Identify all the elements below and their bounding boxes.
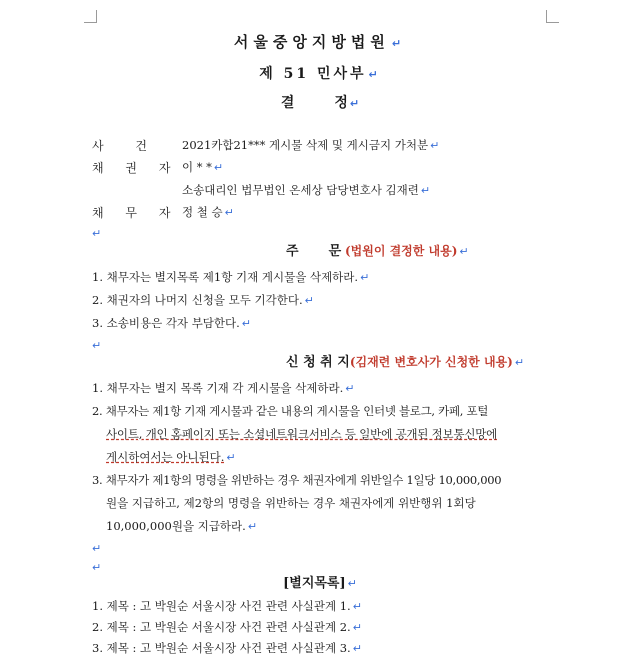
paragraph-mark-icon: ↵ [360,271,370,284]
paragraph-mark-icon: ↵ [368,68,381,81]
paragraph-mark-icon: ↵ [241,317,252,330]
application-item: 1. 채무자는 별지 목록 기재 각 게시물을 삭제하라. ↵ [92,381,355,395]
application-item-continued: 게시하여서는 아니된다. ↵ [106,450,236,464]
paragraph-mark-icon: ↵ [391,37,407,50]
paragraph-mark-icon: ↵ [347,577,357,590]
counsel-value: 소송대리인 법무법인 온세상 담당변호사 김재련 ↵ [182,183,431,197]
creditor-label: 채 권 자 [92,161,180,175]
ruling-heading: 주 문 (법원이 결정한 내용) ↵ [286,244,469,259]
annex-item: 2. 제목 : 고 박원순 서울시장 사건 관련 사실관계 2. ↵ [92,620,362,634]
paragraph-mark-icon: ↵ [224,206,234,219]
page-corner-mark [84,10,97,23]
annex-heading: [별지목록] ↵ [283,576,357,591]
ruling-item: 3. 소송비용은 각자 부담한다. ↵ [92,316,252,330]
case-label: 사 건 [92,139,161,153]
paragraph-mark-icon: ↵ [349,97,360,110]
paragraph-mark-icon: ↵ [352,600,362,613]
empty-paragraph [92,540,101,557]
application-item: 2. 채무자는 제1항 기재 게시물과 같은 내용의 게시물을 인터넷 블로그, 카페, 포털 [92,404,489,418]
ruling-note: (법원이 결정한 내용) [344,244,458,258]
annex-item: 1. 제목 : 고 박원순 서울시장 사건 관련 사실관계 1. ↵ [92,599,362,613]
application-item-continued: 원을 지급하고, 제2항의 명령을 위반하는 경우 채권자에게 위반행위 1회당 [106,496,476,510]
court-name: 서울중앙지방법원 ↵ [233,33,407,51]
division-name: 제 51 민사부 ↵ [259,66,381,82]
empty-paragraph [92,225,101,242]
application-heading: 신 청 취 지(김재련 변호사가 신청한 내용) ↵ [286,355,525,370]
annex-item: 3. 제목 : 고 박원순 서울시장 사건 관련 사실관계 3. ↵ [92,641,362,655]
paragraph-mark-icon: ↵ [352,642,362,655]
empty-paragraph [92,559,101,576]
creditor-value: 이 * * ↵ [182,160,224,174]
paragraph-mark-icon: ↵ [226,451,236,464]
paragraph-mark-icon: ↵ [420,184,431,197]
case-value: 2021카합21*** 게시물 삭제 및 게시금지 가처분 ↵ [182,138,440,152]
application-note: (김재련 변호사가 신청한 내용) [349,355,513,369]
paragraph-mark-icon: ↵ [304,294,314,307]
ruling-item: 1. 채무자는 별지목록 제1항 기재 게시물을 삭제하라. ↵ [92,270,370,284]
application-item-continued: 10,000,000원을 지급하라. ↵ [106,519,258,533]
debtor-label: 채 무 자 [92,206,180,220]
debtor-value: 정 철 승 ↵ [182,205,234,219]
paragraph-mark-icon: ↵ [92,339,102,352]
paragraph-mark-icon: ↵ [247,520,258,533]
paragraph-mark-icon: ↵ [430,139,440,152]
paragraph-mark-icon: ↵ [459,245,469,258]
paragraph-mark-icon: ↵ [92,561,102,574]
application-item-continued: 사이트, 개인 홈페이지 또는 소셜네트워크서비스 등 일반에 공개된 정보통신망에 [106,427,498,441]
page-corner-mark [546,10,559,23]
application-item: 3. 채무자가 제1항의 명령을 위반하는 경우 채권자에게 위반일수 1일당 10,000,000 [92,473,502,487]
empty-paragraph [92,337,101,354]
document-type-title: 결 정 ↵ [280,95,360,111]
ruling-item: 2. 채권자의 나머지 신청을 모두 기각한다. ↵ [92,293,314,307]
paragraph-mark-icon: ↵ [92,542,102,555]
paragraph-mark-icon: ↵ [92,227,102,240]
paragraph-mark-icon: ↵ [213,161,224,174]
paragraph-mark-icon: ↵ [345,382,355,395]
paragraph-mark-icon: ↵ [514,356,525,369]
paragraph-mark-icon: ↵ [352,621,362,634]
